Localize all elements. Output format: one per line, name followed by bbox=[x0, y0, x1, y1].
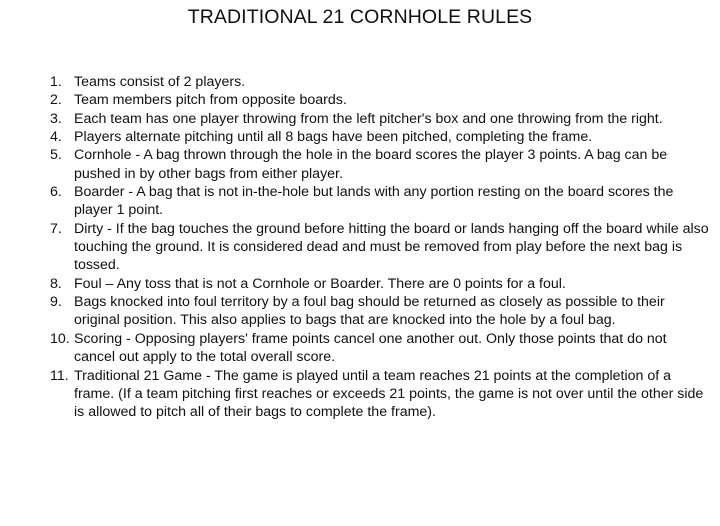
rule-text: Team members pitch from opposite boards. bbox=[74, 92, 347, 109]
list-item bbox=[50, 275, 710, 293]
rule-text: Bags knocked into foul territory by a foul bag should be returned as closely as possible to their original position. This also applies to bags that are knocked into the hole by a foul bag. bbox=[74, 294, 665, 329]
page-title: TRADITIONAL 21 CORNHOLE RULES bbox=[187, 6, 533, 28]
rule-number: 8. bbox=[50, 275, 62, 292]
list-item bbox=[50, 91, 710, 109]
rule-number: 10. bbox=[50, 330, 70, 347]
list-item bbox=[50, 146, 710, 183]
rule-text: Teams consist of 2 players. bbox=[74, 74, 246, 90]
rule-number: 3. bbox=[50, 110, 62, 127]
rule-text: Foul – Any toss that is not a Cornhole or Boarder. There are 0 points for a foul. bbox=[74, 275, 566, 292]
list-item bbox=[50, 293, 710, 330]
rule-text: Players alternate pitching until all 8 bags have been pitched, completing the frame. bbox=[74, 129, 593, 146]
list-item bbox=[50, 183, 710, 220]
rule-text: Traditional 21 Game - The game is played until a team reaches 21 points at the completion of a frame. (If a team pitching first reaches or exceeds 21 points, the game is not over until the other side is allowed to pitch all of their bags to complete the frame). bbox=[74, 367, 704, 421]
rule-number: 2. bbox=[50, 92, 62, 109]
list-item bbox=[50, 110, 710, 128]
rule-number: 6. bbox=[50, 184, 62, 201]
rule-text: Boarder - A bag that is not in-the-hole but lands with any portion resting on the board scores the player 1 point. bbox=[74, 184, 674, 219]
rules-list bbox=[50, 73, 710, 422]
list-item bbox=[50, 73, 710, 91]
list-item bbox=[50, 220, 710, 275]
list-item bbox=[50, 367, 710, 422]
rule-number: 5. bbox=[50, 147, 62, 164]
rule-text: Dirty - If the bag touches the ground before hitting the board or lands hanging off the board while also touching the ground. It is considered dead and must be removed from play before the next bag is tossed. bbox=[74, 220, 709, 274]
rule-text: Cornhole - A bag thrown through the hole in the board scores the player 3 points. A bag can be pushed in by other bags from either player. bbox=[74, 147, 668, 182]
rule-number: 1. bbox=[50, 74, 62, 90]
list-item bbox=[50, 128, 710, 146]
rule-number: 9. bbox=[50, 294, 62, 311]
list-item bbox=[50, 330, 710, 367]
rule-number: 4. bbox=[50, 129, 62, 146]
rule-number: 7. bbox=[50, 220, 62, 237]
rule-text: Scoring - Opposing players' frame points cancel one another out. Only those points that do not cancel out apply to the total overall score. bbox=[74, 330, 667, 366]
rule-text: Each team has one player throwing from the left pitcher's box and one throwing from the right. bbox=[74, 110, 663, 127]
rule-number: 11. bbox=[50, 367, 69, 384]
